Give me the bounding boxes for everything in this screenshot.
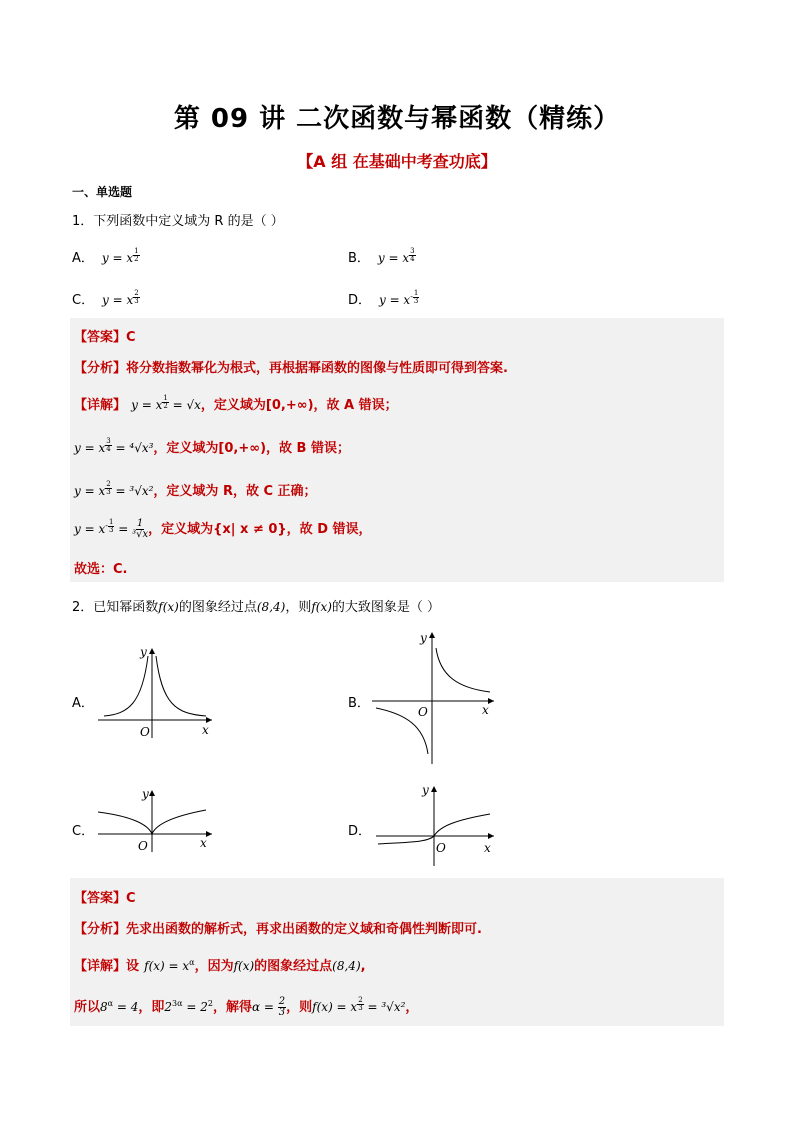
q2-option-b-label: B． [348,696,370,711]
page-title: 第 09 讲 二次函数与幂函数（精练） [173,104,621,134]
q2-option-d-label: D． [348,824,372,839]
q2-answer-tag: 【答案】 [74,891,127,906]
q1-option-a [72,247,140,266]
q2-analysis-tag: 【分析】 [74,922,127,937]
q2-detail-line-1: 【详解】设 $f(x) = x^\alpha$，因为f(x)的图象经过点(8,4), [74,958,366,974]
q2-stem: 2．已知幂函数f(x)的图象经过点(8,4)，则f(x)的大致图象是（ ） [72,600,441,615]
q2-option-a-label: A． [72,696,94,711]
q1-option-c [72,289,140,308]
q1-option-d [348,289,419,308]
q2-graph-a [94,642,218,740]
svg-text:x: x [202,723,209,737]
q2-detail-line-2: 所以$8^\alpha = 4$，即$2^{3\alpha} = 2^2$，解得α = $\frac{2}{3}$ ，则f(x) = x $^{\frac{2}{3}}$ = ³√x²， [74,995,419,1018]
svg-text:y: y [420,631,427,645]
q2-graph-b [368,628,500,768]
q1-detail-line-1: 【详解】 y = x $^{\frac{1}{2}}$ = √x，定义域为[0,+∞)，故 A 错误； [74,393,398,413]
q1-detail-line-4: $y = x^{- \frac{1}{3}}$ = $\frac{1}{\text{³√x}}$ ，定义域为{x| x ≠ 0}，故 D 错误， [74,517,372,540]
svg-text:O: O [140,725,150,739]
q2-answer: C [126,891,136,906]
q1-option-b-label: B． [348,251,370,266]
svg-text:x: x [200,836,207,850]
q2-answer-line [74,887,136,906]
svg-text:O: O [418,705,428,719]
svg-text:x: x [484,841,491,855]
q1-option-a-label: A． [72,251,94,266]
q1-detail-2: ，定义域为[0,+∞)，故 B 错误； [153,441,350,456]
q2-graph-d [372,780,500,868]
svg-text:y: y [142,787,149,801]
q2-option-c-label: C． [72,824,95,839]
svg-text:O: O [138,839,148,853]
q1-option-b-formula: y = x $^{\frac{3}{4}}$ [374,246,415,265]
svg-text:x: x [482,703,489,717]
svg-text:y: y [422,783,429,797]
q1-analysis: 将分数指数幂化为根式，再根据幂函数的图像与性质即可得到答案. [126,361,508,376]
q1-option-d-formula: $y = x^{- \frac{1}{3}}$ [375,288,419,307]
q1-option-a-formula: y = x $^{\frac{1}{2}}$ [98,246,139,265]
q1-option-c-label: C． [72,293,95,308]
q1-option-b [348,247,416,266]
q1-detail-1: ，定义域为[0,+∞)，故 A 错误； [200,398,398,413]
q1-detail-line-2: y = x $^{\frac{3}{4}}$ = ⁴√x³，定义域为[0,+∞)，故 B 错误； [74,436,350,456]
q2-detail-tag: 【详解】 [74,959,127,974]
q1-detail-3: ，定义域为 R，故 C 正确； [153,484,317,499]
q1-answer-line [74,326,136,345]
q1-option-d-label: D． [348,293,372,308]
q1-answer-tag: 【答案】 [74,330,127,345]
q1-option-c-formula: y = x $^{\frac{2}{3}}$ [98,288,139,307]
q2-graph-c [94,784,218,854]
svg-text:y: y [140,645,147,659]
q1-detail-line-3: y = x $^{\frac{2}{3}}$ = ³√x²，定义域为 R，故 C 正确； [74,479,317,499]
section-heading: 一、单选题 [72,185,133,199]
q2-analysis: 先求出函数的解析式，再求出函数的定义域和奇偶性判断即可. [126,922,482,937]
svg-text:O: O [436,841,446,855]
q1-answer: C [126,330,136,345]
q1-analysis-line [74,357,508,376]
q1-detail-tag: 【详解】 [74,398,127,413]
page-subtitle: 【A 组 在基础中考查功底】 [297,152,497,171]
q1-detail-4: ，定义域为{x| x ≠ 0}，故 D 错误， [148,522,372,537]
q1-analysis-tag: 【分析】 [74,361,127,376]
q2-analysis-line [74,918,482,937]
q1-conclusion: 故选：C. [74,562,128,577]
q1-stem: 1．下列函数中定义域为 R 的是（ ） [72,214,284,229]
